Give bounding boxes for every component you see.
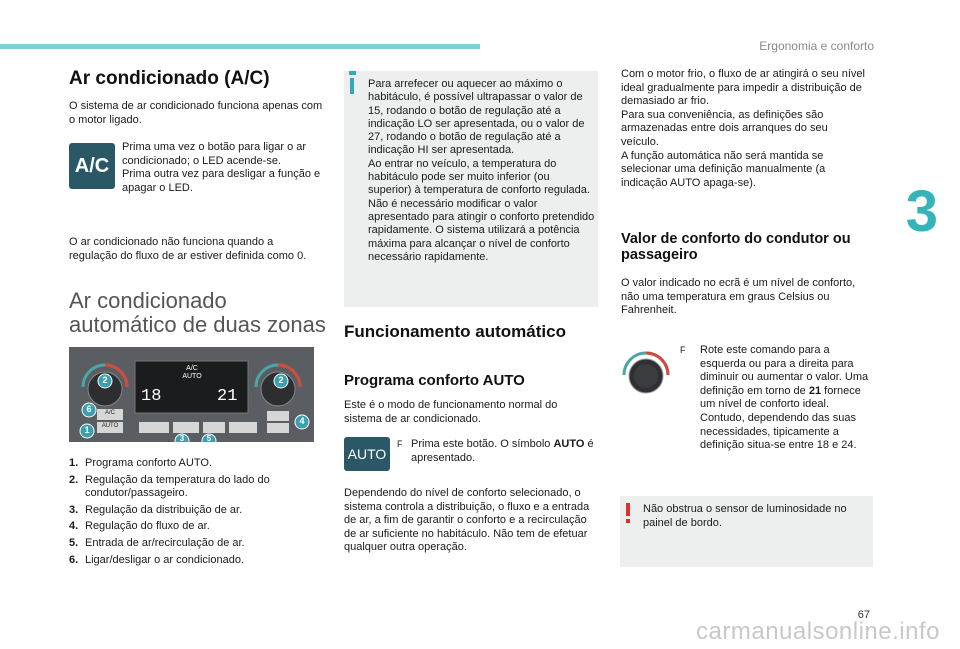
- ac-button-text: Prima uma vez o botão para ligar o ar condicionado; o LED acende-se. Prima outra vez para desligar a função e apagar o LED.: [122, 141, 321, 194]
- callout-2-right: 2: [278, 375, 284, 385]
- dual-zone-subtitle-line2: automático de duas zonas: [69, 312, 326, 337]
- temperature-knob-icon: [620, 345, 672, 397]
- callout-2-left: 2: [102, 375, 108, 385]
- panel-auto-btn-label: AUTO: [101, 423, 119, 429]
- header-accent-bar: [0, 44, 480, 49]
- callout-5: 5: [206, 434, 212, 443]
- panel-display-mode: A/C AUTO: [182, 365, 202, 380]
- info-icon-dot: [349, 71, 356, 75]
- info-text: Para arrefecer ou aquecer ao máximo o habitáculo, é possível ultrapassar o valor de 15, rodando o botão de regulação até a indicação LO ser apresentada, ou o valor de 27, rodando o botão de regulação até a indicação HI ser apresentada. Ao entrar no veículo, a temperatura do habitáculo pode ser muito inferior (ou superior) à temperatura de conforto regulada. Não é necessário modificar o valor apresentado para atingir o conforto pretendido rapidamente. O sistema utilizará a potência máxima para alcançar o nível de conforto necessário rapidamente.: [368, 78, 595, 263]
- info-icon: [350, 78, 354, 94]
- warning-text: Não obstrua o sensor de luminosidade no painel de bordo.: [643, 503, 847, 529]
- chapter-number: 3: [905, 179, 938, 244]
- section-title: Ergonomia e conforto: [759, 39, 874, 53]
- climate-panel-illustration: [69, 347, 314, 442]
- auto-button-icon: AUTO: [344, 437, 390, 471]
- panel-ac-btn-label: A/C: [104, 410, 115, 416]
- comfort-value-title: Valor de conforto do condutor ou passageiro: [621, 231, 851, 263]
- panel-legend-list: [69, 457, 329, 570]
- auto-instruction: F Prima este botão. O símbolo AUTO é apresentado.: [397, 438, 594, 464]
- ac-button-icon: A/C: [69, 143, 115, 189]
- list-item: 5. Entrada de ar/recirculação de ar.: [69, 536, 245, 549]
- callout-1: 1: [84, 425, 90, 435]
- panel-temp-right: 21: [217, 387, 238, 406]
- dual-zone-subtitle-line1: Ar condicionado: [69, 288, 227, 313]
- panel-temp-left: 18: [141, 387, 162, 406]
- watermark: carmanualsonline.info: [696, 618, 940, 645]
- bullet-icon: F: [397, 439, 403, 449]
- list-item: 3. Regulação da distribuição de ar.: [69, 503, 243, 516]
- list-item: 6. Ligar/desligar o ar condicionado.: [69, 553, 244, 566]
- cold-engine-text: Com o motor frio, o fluxo de ar atingirá o seu nível ideal gradualmente para impedir a distribuição de demasiado ar frio. Para sua conveniência, as definições são armazenadas entre dois arranques do seu veículo. A função automática não será mantida se selecionar uma definição manualmente (a indicação AUTO apaga-se).: [621, 68, 865, 189]
- ac-note: O ar condicionado não funciona quando a regulação do fluxo de ar estiver definida como 0.: [69, 236, 307, 262]
- callout-6: 6: [86, 404, 92, 414]
- comfort-value-text: O valor indicado no ecrã é um nível de conforto, não uma temperatura em graus Celsius ou Fahrenheit.: [621, 277, 856, 317]
- warning-icon: [626, 503, 630, 516]
- ac-title: Ar condicionado (A/C): [69, 68, 270, 89]
- list-item: 4. Regulação do fluxo de ar.: [69, 520, 210, 533]
- page-number: 67: [857, 609, 870, 621]
- bullet-icon: F: [680, 345, 686, 355]
- callout-4: 4: [299, 416, 305, 426]
- list-item: 1. Programa conforto AUTO.: [69, 457, 212, 469]
- dual-zone-subtitle: [69, 289, 326, 337]
- auto-function-title: Funcionamento automático: [344, 322, 566, 341]
- warning-icon-dot: [626, 519, 630, 523]
- auto-body: Dependendo do nível de conforto selecionado, o sistema controla a distribuição, o fluxo e a entrada de ar, a fim de garantir o conforto e a recirculação de ar suficiente no habitáculo. Não tem de efetuar qualquer outra operação.: [344, 487, 590, 554]
- auto-program-subtitle: Programa conforto AUTO: [344, 372, 525, 389]
- list-item: 2. Regulação da temperatura do lado do condutor/passageiro.: [69, 473, 270, 500]
- callout-3: 3: [179, 434, 185, 443]
- ac-intro: O sistema de ar condicionado funciona apenas com o motor ligado.: [69, 100, 323, 126]
- auto-intro: Este é o modo de funcionamento normal do sistema de ar condicionado.: [344, 399, 558, 425]
- knob-instruction: F Rote este comando para a esquerda ou para a direita para diminuir ou aumentar o valor. Uma definição em torno de 21 fornece um nível de conforto ideal. Contudo, dependendo das suas necessidades, tipicamente a definição situa-se entre 18 e 24.: [680, 344, 869, 452]
